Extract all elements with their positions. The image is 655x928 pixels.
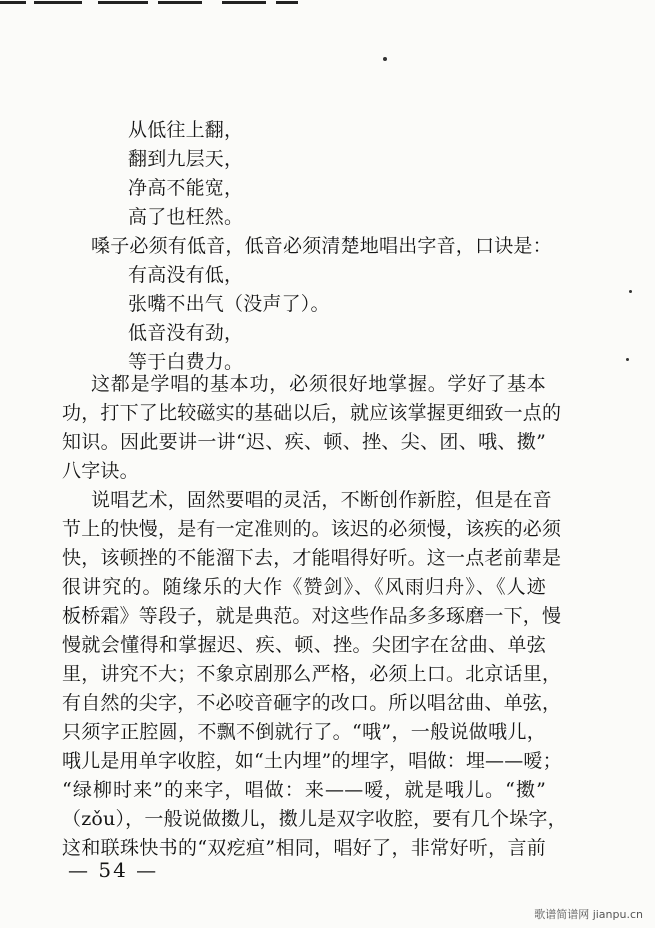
paragraph-line: （zǒu），一般说做擞儿，擞儿是双字收腔，要有几个垛字， bbox=[62, 808, 567, 830]
paragraph-low-voice: 嗓子必须有低音，低音必须清楚地唱出字音，口诀是： bbox=[91, 235, 552, 257]
top-border-rule bbox=[0, 0, 300, 6]
paragraph-line: 功，打下了比较磁实的基础以后，就应该掌握更细致一点的 bbox=[62, 402, 562, 424]
paragraph-line: 里，讲究不大；不象京剧那么严格，必须上口。北京话里， bbox=[62, 663, 562, 685]
paragraph-line: 这都是学唱的基本功，必须很好地掌握。学好了基本 bbox=[91, 373, 546, 395]
paragraph-line: 很讲究的。随缘乐的大作《赞剑》、《风雨归舟》、《人迹 bbox=[62, 576, 546, 598]
site-watermark: 歌谱简谱网 jianpu.cn bbox=[534, 908, 643, 921]
verse-line: 翻到九层天， bbox=[128, 148, 244, 170]
paragraph-line: 板桥霜》等段子，就是典范。对这些作品多多琢磨一下，慢 bbox=[62, 605, 562, 627]
paragraph-line: 哦儿是用单字收腔，如“土内埋”的埋字，唱做：埋——嗳； bbox=[62, 750, 562, 772]
paragraph-line: 说唱艺术，固然要唱的灵活，不断创作新腔，但是在音 bbox=[91, 489, 552, 511]
scan-speck bbox=[383, 57, 387, 61]
paragraph-line: 节上的快慢，是有一定准则的。该迟的必须慢，该疾的必须 bbox=[62, 518, 562, 540]
paragraph-line: 知识。因此要讲一讲“迟、疾、顿、挫、尖、团、哦、擞” bbox=[62, 431, 546, 453]
verse-line: 有高没有低， bbox=[128, 264, 244, 286]
paragraph-line: 这和联珠快书的“双疙疸”相同，唱好了，非常好听，言前 bbox=[62, 837, 546, 859]
paragraph-line: 快，该顿挫的不能溜下去，才能唱得好听。这一点老前辈是 bbox=[62, 547, 562, 569]
verse-line: 等于白费力。 bbox=[128, 351, 244, 373]
paragraph-line: 有自然的尖字，不必咬音砸字的改口。所以唱岔曲、单弦， bbox=[62, 692, 562, 714]
paragraph-line: 慢就会懂得和掌握迟、疾、顿、挫。尖团字在岔曲、单弦 bbox=[62, 634, 546, 656]
verse-line: 低音没有劲， bbox=[128, 322, 244, 344]
verse-line: 从低往上翻， bbox=[128, 119, 244, 141]
paragraph-line: 八字诀。 bbox=[62, 460, 139, 482]
verse-line: 净高不能宽， bbox=[128, 177, 244, 199]
page-number: — 54 — bbox=[68, 858, 159, 882]
paragraph-line: 只须字正腔圆，不飘不倒就行了。“哦”，一般说做哦儿， bbox=[62, 721, 546, 743]
verse-line: 张嘴不出气（没声了）。 bbox=[128, 293, 330, 315]
scan-speck bbox=[629, 290, 632, 293]
verse-line: 高了也枉然。 bbox=[128, 206, 244, 228]
paragraph-line: “绿柳时来”的来字，唱做：来——嗳，就是哦儿。“擞” bbox=[62, 779, 546, 801]
scan-speck bbox=[626, 358, 629, 361]
